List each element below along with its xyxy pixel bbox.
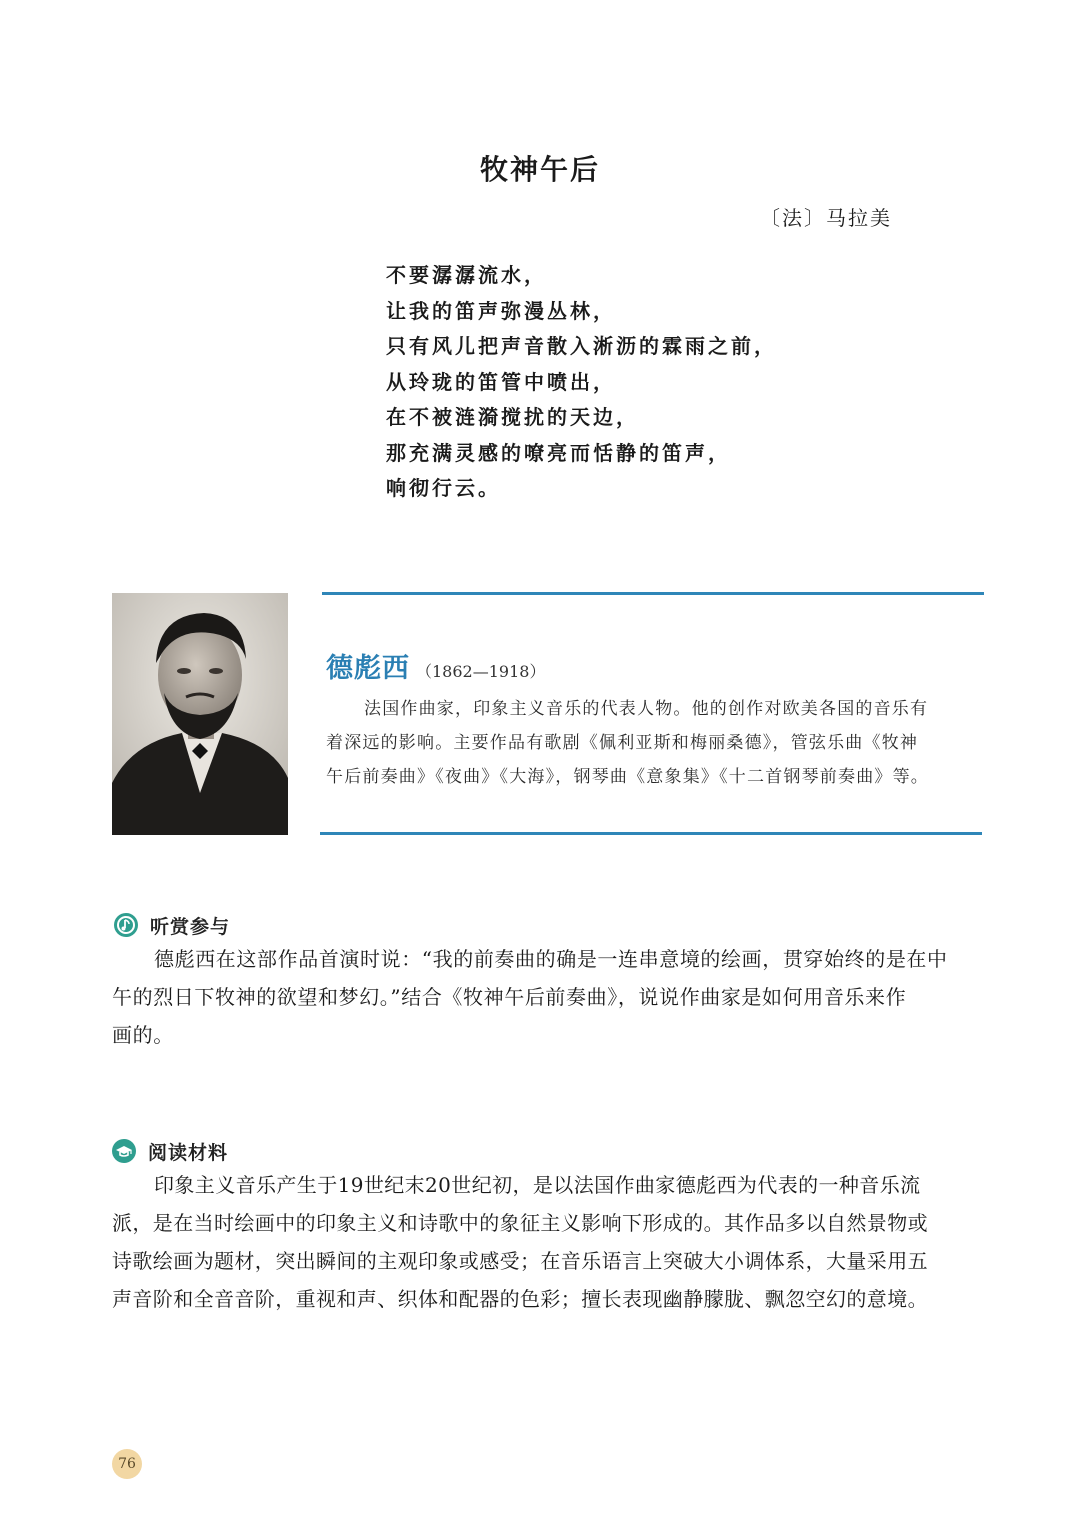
body-line: 派，是在当时绘画中的印象主义和诗歌中的象征主义影响下形成的。其作品多以自然景物或 — [112, 1211, 928, 1235]
body-line: 印象主义音乐产生于19世纪末20世纪初，是以法国作曲家德彪西为代表的一种音乐流 — [154, 1173, 921, 1197]
poem-author: 〔法〕马拉美 — [760, 206, 892, 230]
listen-section-title: 听赏参与 — [150, 915, 231, 938]
bio-line: 着深远的影响。主要作品有歌剧《佩利亚斯和梅丽桑德》，管弦乐曲《牧神 — [326, 733, 919, 753]
bio-line: 法国作曲家，印象主义音乐的代表人物。他的创作对欧美各国的音乐有 — [364, 699, 929, 719]
body-line: 声音阶和全音音阶，重视和声、织体和配器的色彩；擅长表现幽静朦胧、飘忽空幻的意境。 — [112, 1287, 928, 1311]
reading-text — [112, 1166, 984, 1318]
listen-text — [112, 940, 984, 1054]
poem-body — [386, 258, 777, 507]
poem-line: 那充满灵感的嘹亮而恬静的笛声， — [386, 440, 731, 465]
bio-top-rule — [322, 592, 984, 595]
poem-line: 在不被涟漪搅扰的天边， — [386, 405, 639, 429]
composer-years: （1862—1918） — [416, 662, 546, 681]
reading-section-title: 阅读材料 — [148, 1141, 229, 1164]
body-line: 午的烈日下牧神的欲望和梦幻。”结合《牧神午后前奏曲》，说说作曲家是如何用音乐来作 — [112, 985, 907, 1009]
reading-section-header — [112, 1136, 228, 1166]
bio-line: 午后前奏曲》《夜曲》《大海》，钢琴曲《意象集》《十二首钢琴前奏曲》等。 — [326, 767, 929, 787]
poem-line: 让我的笛声弥漫丛林， — [386, 298, 616, 323]
poem-line: 从玲珑的笛管中喷出， — [386, 369, 616, 394]
listen-section-header — [114, 910, 230, 940]
bio-header — [326, 646, 545, 685]
body-line: 画的。 — [112, 1023, 174, 1047]
bio-bottom-rule — [320, 832, 982, 835]
graduation-cap-icon — [112, 1139, 136, 1163]
poem-line: 不要潺潺流水， — [386, 263, 547, 287]
bio-text — [326, 692, 982, 794]
composer-name: 德彪西 — [326, 653, 410, 684]
poem-line: 只有风儿把声音散入淅沥的霖雨之前， — [386, 334, 777, 358]
page-number: 76 — [112, 1449, 142, 1479]
poem-line: 响彻行云。 — [386, 476, 501, 500]
music-note-icon — [114, 913, 138, 937]
body-line: 诗歌绘画为题材，突出瞬间的主观印象或感受；在音乐语言上突破大小调体系，大量采用五 — [112, 1249, 928, 1273]
poem-title: 牧神午后 — [479, 153, 600, 186]
composer-portrait — [112, 593, 288, 835]
body-line: 德彪西在这部作品首演时说：“我的前奏曲的确是一连串意境的绘画，贯穿始终的是在中 — [154, 947, 948, 971]
